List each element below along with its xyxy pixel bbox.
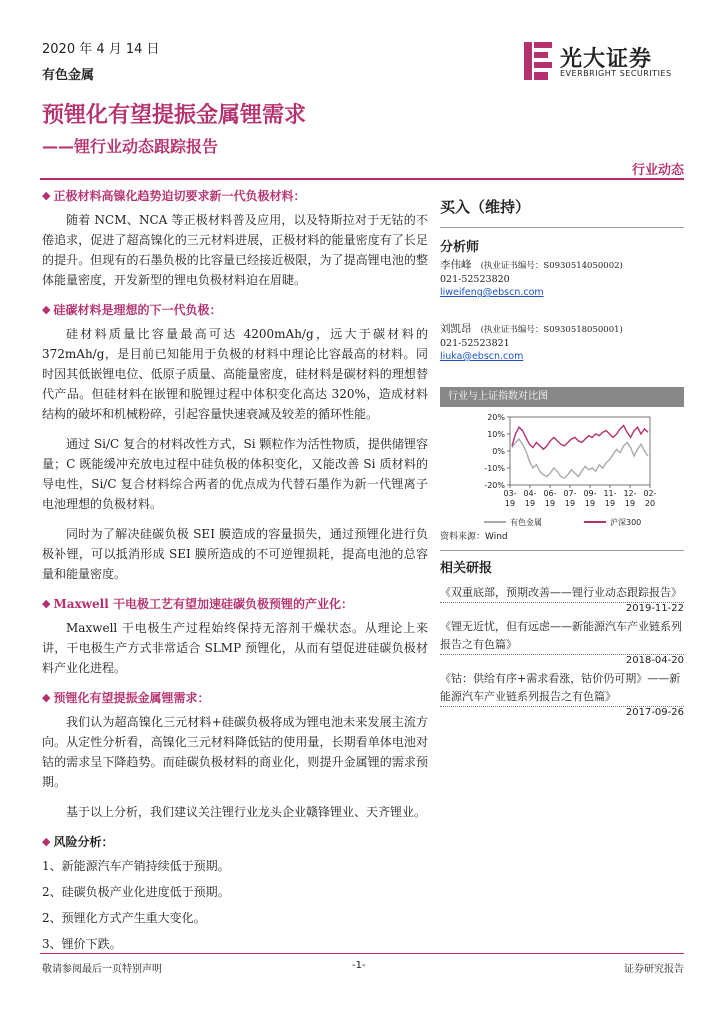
footer-divider <box>40 953 684 954</box>
x-tick-label: 19 <box>604 499 616 508</box>
related-report-date: 2017-09-26 <box>625 707 684 718</box>
related-report-title[interactable]: 《钴：供给有序+需求看涨，钴价仍可期》——新能源汽车产业链系列报告之有色篇》 <box>440 672 681 703</box>
x-tick-label: 19 <box>624 499 636 508</box>
section-paragraph: 基于以上分析，我们建议关注锂行业龙头企业赣锋锂业、天齐锂业。 <box>66 805 427 819</box>
x-tick-label: 07- <box>563 489 577 498</box>
section-paragraph: 硅材料质量比容量最高可达 4200mAh/g，远大于碳材料的 372mAh/g，是目前已知能用于负极的材料中理论比容最高的材料。同时因其低嵌锂电位、低原子质量、高能量密度，硅材料是碳材料的理想替代产品。但硅材料在嵌锂和脱锂过程中体积变化高达 320%，造成材料结构的破坏和机械粉碎，引起容量快速衰减及较差的循环性能。 <box>42 327 428 421</box>
report-body <box>42 186 428 960</box>
page-subtitle: ——锂行业动态跟踪报告 <box>42 137 219 156</box>
section-paragraph: Maxwell 干电极生产过程始终保持无溶剂干燥状态。从理论上来讲，干电极生产方式非常适合 SLMP 预锂化，从而有望促进硅碳负极材料产业化进程。 <box>42 621 428 675</box>
section-heading: ◆ 硅碳材料是理想的下一代负极： <box>42 300 428 320</box>
analyst-email-link[interactable]: liuka@ebscn.com <box>440 351 524 362</box>
y-tick-label: -20% <box>484 481 505 490</box>
logo-text-cn: 光大证券 <box>560 47 653 72</box>
x-tick-label: 06- <box>543 489 557 498</box>
everbright-logo-icon <box>524 42 554 80</box>
related-report-title[interactable]: 《双重底部，预期改善——锂行业动态跟踪报告》 <box>440 586 682 599</box>
y-tick-label: -10% <box>484 464 505 473</box>
analyst-cert: (执业证书编号：S0930514050002) <box>480 261 623 271</box>
series-line <box>512 426 648 450</box>
sidebar <box>440 186 684 718</box>
analyst-card <box>440 323 684 363</box>
x-tick-label: 02- <box>643 489 657 498</box>
related-report-item[interactable] <box>440 670 684 718</box>
section-paragraph: 我们认为超高镍化三元材料+硅碳负极将成为锂电池未来发展主流方向。从定性分析看，高镍化三元材料降低钴的使用量，长期看单体电池对钴的需求呈下降趋势。而硅碳负极材料的商业化，则提升金属锂的需求预期。 <box>42 715 428 789</box>
chart-title-bar: 行业与上证指数对比图 <box>440 387 684 407</box>
x-tick-label: 19 <box>524 499 536 508</box>
legend-label: 沪深300 <box>610 518 642 527</box>
x-tick-label: 20 <box>644 499 656 508</box>
x-tick-label: 09- <box>583 489 597 498</box>
y-tick-label: 20% <box>487 413 505 422</box>
analyst-heading: 分析师 <box>440 240 480 255</box>
diamond-icon: ◆ <box>42 835 51 848</box>
sidebar-divider <box>440 227 684 228</box>
x-tick-label: 19 <box>504 499 516 508</box>
section-heading: ◆ 正极材料高镍化趋势迫切要求新一代负极材料： <box>42 186 428 206</box>
diamond-icon: ◆ <box>42 691 51 704</box>
x-tick-label: 03- <box>503 489 517 498</box>
diamond-icon: ◆ <box>42 303 51 316</box>
related-report-item[interactable] <box>440 618 684 666</box>
footer-disclaimer: 敬请参阅最后一页特别声明 <box>42 964 162 975</box>
rating: 买入（维持） <box>440 198 531 216</box>
risk-item: 3、锂价下跌。 <box>42 937 122 951</box>
header-divider <box>40 178 684 180</box>
related-report-date: 2018-04-20 <box>625 655 684 666</box>
analyst-email-link[interactable]: liweifeng@ebscn.com <box>440 287 544 298</box>
x-tick-label: 19 <box>544 499 556 508</box>
legend-label: 有色金属 <box>510 518 542 527</box>
y-tick-label: 10% <box>487 430 505 439</box>
page-number: -1- <box>352 960 366 971</box>
risk-heading: ◆ 风险分析： <box>42 832 428 852</box>
risk-item: 2、预锂化方式产生重大变化。 <box>42 911 206 925</box>
related-report-item[interactable] <box>440 584 684 614</box>
analyst-phone: 021-52523820 <box>440 274 510 285</box>
chart-source: 资料来源：Wind <box>440 532 508 542</box>
sector-label: 有色金属 <box>42 68 95 83</box>
everbright-logo <box>524 42 694 82</box>
report-type-tag: 行业动态 <box>631 163 684 178</box>
y-tick-label: 0% <box>492 447 505 456</box>
x-tick-label: 19 <box>564 499 576 508</box>
x-tick-label: 12- <box>623 489 637 498</box>
series-line <box>512 439 648 478</box>
analyst-name: 李伟峰 <box>440 259 472 271</box>
x-tick-label: 19 <box>584 499 596 508</box>
analyst-name: 刘凯昂 <box>440 323 472 335</box>
analyst-phone: 021-52523821 <box>440 338 510 349</box>
comparison-chart <box>440 411 684 531</box>
risk-item: 1、新能源汽车产销持续低于预期。 <box>42 859 230 873</box>
diamond-icon: ◆ <box>42 189 51 202</box>
section-paragraph: 通过 Si/C 复合的材料改性方式，Si 颗粒作为活性物质，提供储锂容量；C 既能缓冲充放电过程中硅负极的体积变化，又能改善 Si 质材料的导电性，Si/C 复合材料综合两者的优点成为代替石墨作为新一代锂离子电池理想的负极材料。 <box>42 437 428 511</box>
sidebar-divider <box>440 550 684 551</box>
x-tick-label: 04- <box>523 489 537 498</box>
logo-text-en: EVERBRIGHT SECURITIES <box>560 69 672 78</box>
related-report-date: 2019-11-22 <box>625 603 684 614</box>
diamond-icon: ◆ <box>42 597 51 610</box>
risk-item: 2、硅碳负极产业化进度低于预期。 <box>42 885 230 899</box>
report-date: 2020 年 4 月 14 日 <box>42 42 160 57</box>
section-paragraph: 随着 NCM、NCA 等正极材料普及应用，以及特斯拉对于无钴的不倦追求，促进了超高镍化的三元材料进展，正极材料的能量密度有了长足的提升。但现有的石墨负极的比容量已经接近极限，为了提高锂电池的整体能量密度，开发新型的锂电负极材料迫在眉睫。 <box>42 213 428 287</box>
section-heading: ◆ Maxwell 干电极工艺有望加速硅碳负极预锂的产业化： <box>42 594 428 614</box>
section-paragraph: 同时为了解决硅碳负极 SEI 膜造成的容量损失，通过预锂化进行负极补锂，可以抵消形成 SEI 膜所造成的不可逆锂损耗，提高电池的总容量和能量密度。 <box>42 527 428 581</box>
page-title: 预锂化有望提振金属锂需求 <box>42 103 307 128</box>
footer-report-type: 证券研究报告 <box>624 964 684 975</box>
section-heading: ◆ 预锂化有望提振金属锂需求： <box>42 688 428 708</box>
analyst-cert: (执业证书编号：S0930518050001) <box>480 325 623 335</box>
analyst-card <box>440 259 684 299</box>
related-reports-heading: 相关研报 <box>440 561 493 576</box>
related-report-title[interactable]: 《锂无近忧，但有远虑——新能源汽车产业链系列报告之有色篇》 <box>440 620 682 651</box>
x-tick-label: 11- <box>603 489 617 498</box>
